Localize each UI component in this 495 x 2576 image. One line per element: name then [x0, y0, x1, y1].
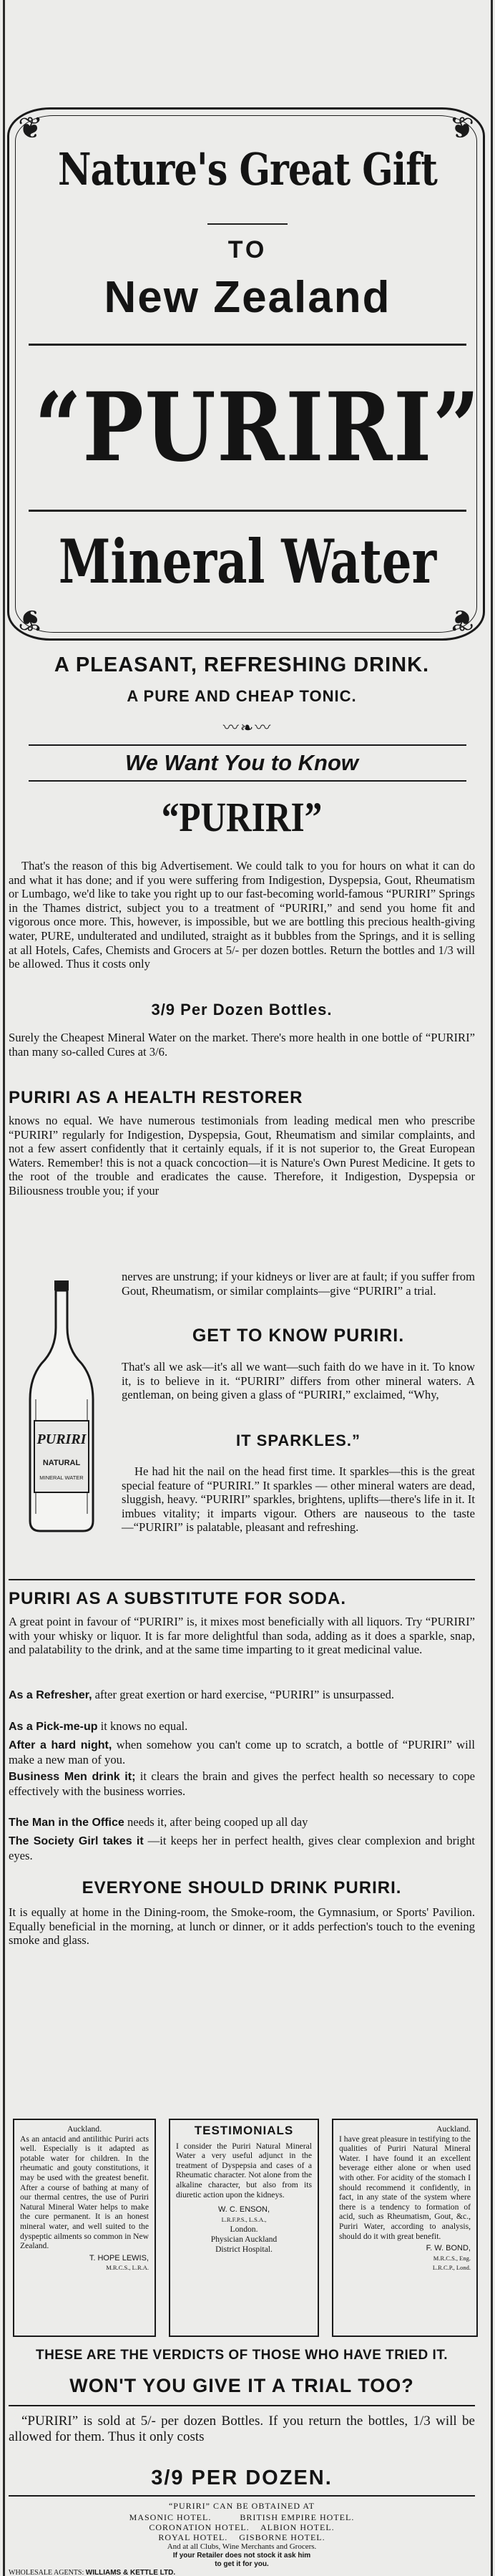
right-column-rule: [491, 0, 493, 2576]
testimonial-credentials: L.R.F.P.S., L.S.A.,: [221, 2215, 267, 2223]
obtained-clubs: And at all Clubs, Wine Merchants and Grocers.: [167, 2542, 317, 2551]
brand-name: “PURIRI”: [34, 372, 481, 483]
corner-ornament-icon: ❦: [18, 112, 44, 145]
product-name: Mineral Water: [58, 526, 437, 597]
wholesale-agents: [9, 2569, 475, 2576]
soda-benefit-item: [9, 1815, 475, 1830]
testimonial-signer: T. HOPE LEWIS,: [89, 2253, 149, 2262]
soda-benefit-lead: The Society Girl takes it: [9, 1835, 144, 1847]
bottle-illustration: [20, 1278, 103, 1535]
soda-benefit-text: needs it, after being cooped up all day: [127, 1815, 308, 1829]
testimonial-text: I consider the Puriri Natural Mineral Water a very useful adjunct in the treatment of Dyspepsia and cases of a Rheumatic character. Not alone from the alkaline character, but also from its diuretic action upon the kidneys.: [176, 2141, 312, 2200]
everyone-heading: EVERYONE SHOULD DRINK PURIRI.: [82, 1878, 402, 1897]
soda-benefit-item: [9, 1738, 475, 1766]
soda-benefit-item: [9, 1769, 475, 1798]
retailer-note: to get it for you.: [215, 2560, 269, 2568]
header-to: TO: [227, 236, 268, 263]
soda-benefit-lead: Business Men drink it;: [9, 1771, 136, 1783]
corner-ornament-icon: ❦: [449, 112, 474, 145]
testimonials-title: TESTIMONIALS: [194, 2124, 294, 2137]
bottle-label-natural: NATURAL: [42, 1459, 81, 1467]
corner-ornament-icon: ❦: [18, 603, 44, 636]
testimonial-text: I have great pleasure in testifying to the qualities of Puriri Natural Mineral Water. I have found it an excellent beverage either alone or when used with other. For acidity of the stomach I should recommend it confidently, in fact, in any state of the system where there is a tendency to formation of acid, such as Rheumatism, Gout, &c., Puriri Water, according to analysis, should do it with great benefit.: [339, 2134, 471, 2241]
soda-benefit-text: it clears the brain and gives the perfect health so necessary to cope effectively with the business worries.: [9, 1769, 475, 1798]
testimonial-signer: W. C. ENSON,: [217, 2205, 270, 2215]
corner-ornament-icon: ❦: [449, 603, 474, 636]
know-paragraph: That's the reason of this big Advertisement. We could talk to you for hours on what it can do and what it has done; and if you were suffering from Indigestion, Dyspepsia, Gout, Rheumatism or Lumbago, we'd like to take you right up to our fast-becoming world-famous “PURIRI” Springs in the Thames district, subject you to a treatment of “PURIRI,” and send you home fit and vigorous once more. This, however, is impossible, but we are bottling this precious health-giving water, PURE, undulterated and undiluted, straight as it bubbles from the Springs, and it is selling at all Hotels, Cafes, Chemists and Grocers at 5/- per dozen bottles. Return the bottles and 1/3 will be allowed. Thus it costs only: [9, 859, 475, 971]
health-paragraph: knows no equal. We have numerous testimonials from leading medical men who prescribe “PURIRI” regularly for Indigestion, Dyspepsia, Gout, Rheumatism and similar complaints, and not a few assert confidently that it certainly equals, if it is not superior to, the Great European Waters. Remember! this is not a quack concoction—it is Nature's Own Purest Medicine. It gets to the root of the trouble and eradicates the cause. Therefore, it Indigestion, Dyspepsia or Biliousness trouble you; if your: [9, 1114, 475, 1197]
sparkles-heading: IT SPARKLES.”: [236, 1432, 361, 1449]
sparkles-paragraph: He had hit the nail on the head first time. It sparkles—this is the great special feature of “PURIRI.” It sparkles — other mineral waters are dead, sluggish, heavy. “PURIRI” sparkles, brightens, uplifts—there's life in it. It imbues vitality; it imparts vigour. Others are nauseous to the taste—“PURIRI” is palatable, pleasant and refreshing.: [122, 1464, 475, 1535]
tagline-sub: A PURE AND CHEAP TONIC.: [127, 687, 357, 705]
testimonial-role: Physician Auckland: [210, 2234, 278, 2244]
soda-benefit-text: when somehow you can't come up to scratch, a bottle of “PURIRI” will make a new man of you.: [9, 1738, 476, 1766]
soda-paragraph: A great point in favour of “PURIRI” is, it mixes most beneficially with all liquors. Try “PURIRI” with your whisky or liquor. It is far more delightful than soda, adding as it does a sparkle, snap, and palatability to the drink, and at the same time imparting to it great medicinal value.: [9, 1615, 475, 1657]
testimonial-text: As an antacid and antilithic Puriri acts well. Especially is it adapted as potable water for children. In the rheumatic and gouty constitutions, it may be used with the greatest benefit. After a course of bathing at many of our thermal centres, the use of Puriri Natural Mineral Water helps to make the cure permanent. It is an honest mineral water, and well suited to the dyspeptic ailments so common in New Zealand.: [20, 2134, 149, 2251]
testimonial-credentials: M.R.C.S., L.R.A.: [106, 2264, 149, 2272]
testimonial-role: District Hospital.: [215, 2244, 273, 2254]
header-divider: [207, 223, 288, 225]
know-brand: “PURIRI”: [161, 794, 323, 840]
tagline-main: A PLEASANT, REFRESHING DRINK.: [54, 653, 430, 676]
testimonial-city: London.: [230, 2225, 258, 2235]
bottle-cap: [54, 1280, 69, 1291]
verdicts-line: THESE ARE THE VERDICTS OF THOSE WHO HAVE TRIED IT.: [35, 2348, 449, 2363]
hotel-list-row: MASONIC HOTEL. BRITISH EMPIRE HOTEL.: [129, 2512, 355, 2522]
header-divider: [29, 344, 466, 346]
section-divider: [9, 1579, 475, 1580]
soda-benefit-item: [9, 1688, 475, 1703]
bottle-body: [30, 1291, 93, 1531]
header-country: New Zealand: [104, 273, 391, 322]
testimonial-right: [332, 2119, 478, 2337]
hotel-list-row: ROYAL HOTEL. GISBORNE HOTEL.: [158, 2532, 325, 2542]
soda-benefit-text: —it keeps her in perfect health, gives clear complexion and bright eyes.: [9, 1834, 475, 1862]
soda-benefit-item: [9, 1719, 475, 1734]
agents-name: WILLIAMS & KETTLE LTD.: [85, 2569, 176, 2576]
trial-line: WON'T YOU GIVE IT A TRIAL TOO?: [69, 2375, 414, 2396]
get-to-know-paragraph: That's all we ask—it's all we want—such faith do we have in it. To know it, is to believe in it. “PURIRI” differs from other mineral waters. A gentleman, on being given a glass of “PURIRI,” exclaimed, “Why,: [122, 1360, 475, 1402]
soda-benefit-lead: After a hard night,: [9, 1739, 112, 1751]
dozen-price: 3/9 PER DOZEN.: [151, 2466, 333, 2489]
testimonial-credentials: M.R.C.S., Eng.: [433, 2254, 471, 2262]
soda-benefit-text: it knows no equal.: [100, 1719, 188, 1733]
obtained-line: “PURIRI” CAN BE OBTAINED AT: [168, 2501, 315, 2511]
testimonial-left: [13, 2119, 156, 2337]
section-divider: [9, 2405, 475, 2406]
soda-benefit-item: [9, 1834, 475, 1862]
section-divider: [29, 780, 466, 782]
testimonial-credentials: L.R.C.P., Lond.: [432, 2264, 471, 2272]
section-divider: [9, 2495, 475, 2497]
left-column-rule: [3, 0, 5, 2576]
flourish-ornament-icon: 〰❧〰: [222, 719, 273, 737]
bottle-label-mineral: MINERAL WATER: [39, 1474, 84, 1481]
soda-benefit-text: after great exertion or hard exercise, “PURIRI” is unsurpassed.: [94, 1688, 395, 1701]
know-cheapest: Surely the Cheapest Mineral Water on the market. There's more health in one bottle of “PURIRI” than many so-called Cures at 3/6.: [9, 1031, 475, 1059]
retailer-note: If your Retailer does not stock it ask him: [172, 2552, 311, 2560]
testimonial-signer: F. W. BOND,: [426, 2244, 471, 2253]
soda-benefit-lead: As a Refresher,: [9, 1689, 92, 1701]
get-to-know-heading: GET TO KNOW PURIRI.: [192, 1326, 405, 1346]
testimonial-middle: [169, 2119, 319, 2337]
soda-benefit-lead: The Man in the Office: [9, 1817, 124, 1829]
know-price: 3/9 Per Dozen Bottles.: [151, 1001, 333, 1019]
health-paragraph-side: nerves are unstrung; if your kidneys or liver are at fault; if you suffer from Gout, Rheumatism, or similar complaints—give “PURIRI” a trial.: [122, 1270, 475, 1298]
bottle-label-brand: PURIRI: [36, 1432, 87, 1447]
everyone-paragraph: It is equally at home in the Dining-room, the Smoke-room, the Gymnasium, or Sports' Pavilion. Equally beneficial in the morning, at lunch or dinner, or it adds perfection's touch to the evening smoke and glass.: [9, 1905, 475, 1948]
header-divider: [29, 510, 466, 512]
sold-paragraph: “PURIRI” is sold at 5/- per dozen Bottles. If you return the bottles, 1/3 will be allowed for them. Thus it only costs: [9, 2414, 475, 2444]
hotel-list-row: CORONATION HOTEL. ALBION HOTEL.: [149, 2522, 335, 2532]
soda-benefit-lead: As a Pick-me-up: [9, 1721, 98, 1733]
know-heading: We Want You to Know: [124, 750, 359, 775]
testimonial-place: Auckland.: [436, 2124, 471, 2134]
soda-heading: PURIRI AS A SUBSTITUTE FOR SODA.: [9, 1589, 347, 1608]
testimonial-place: Auckland.: [67, 2124, 102, 2134]
header-title: Nature's Great Gift: [57, 143, 438, 195]
section-divider: [29, 744, 466, 746]
agents-label: WHOLESALE AGENTS:: [9, 2569, 84, 2576]
health-heading: PURIRI AS A HEALTH RESTORER: [9, 1088, 303, 1107]
